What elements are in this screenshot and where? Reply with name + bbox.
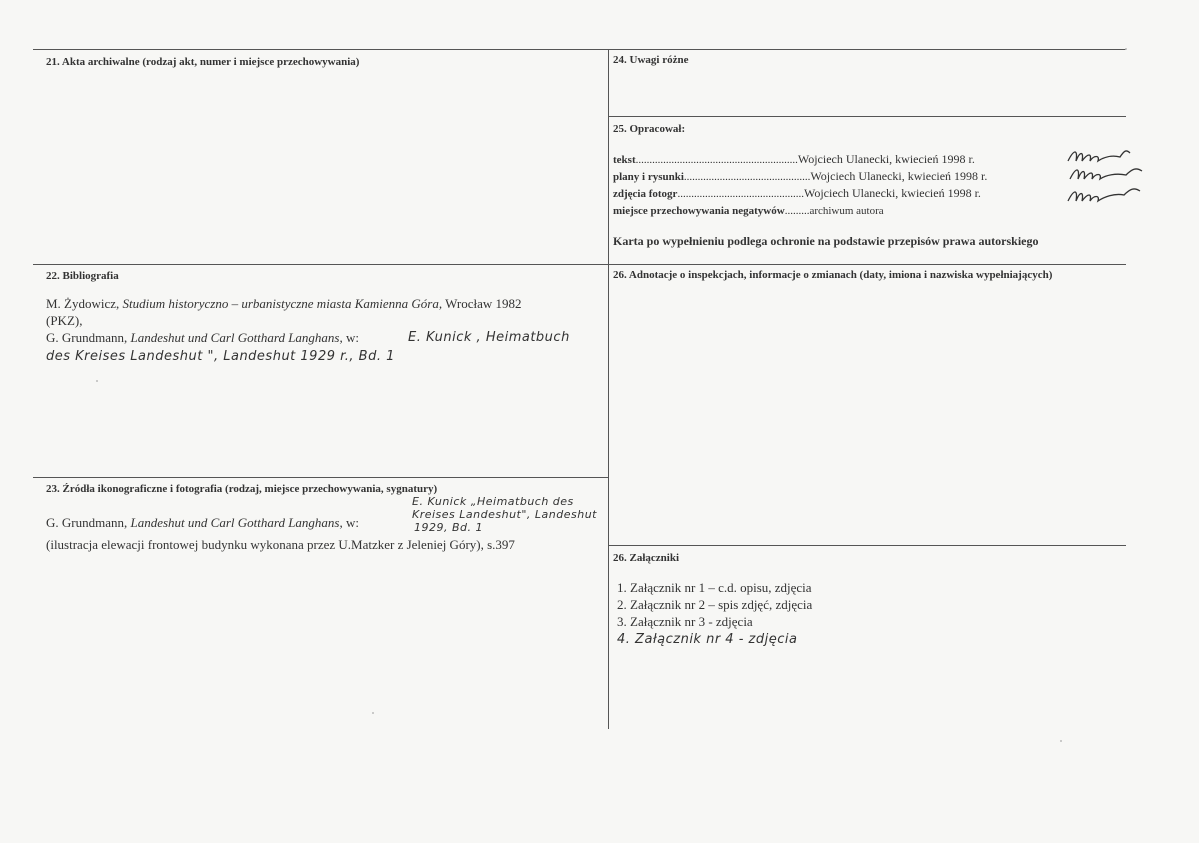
paper-speck — [1125, 48, 1127, 50]
rule-25-26 — [608, 264, 1126, 265]
author-row-negatives: miejsce przechowywania negatywów.........archiwum autora — [613, 205, 884, 217]
author-row-plans: plany i rysunki..............................................Wojciech Ulanecki, kwiecień 1998 r. — [613, 169, 988, 183]
paper-speck — [372, 712, 374, 714]
paper-speck — [1060, 740, 1062, 742]
section-26-annotations-title: 26. Adnotacje o inspekcjach, informacje o zmianach (daty, imiona i nazwiska wypełniających) — [613, 269, 1053, 281]
signature-2 — [1066, 163, 1146, 185]
section-23-title: 23. Źródła ikonograficzne i fotografia (rodzaj, miejsce przechowywania, sygnatury) — [46, 483, 438, 495]
iconography-handwritten-1: E. Kunick „Heimatbuch des — [412, 495, 574, 508]
iconography-handwritten-3: 1929, Bd. 1 — [414, 521, 484, 534]
bibliography-ref-2: G. Grundmann, Landeshut und Carl Gotthard Langhans, w: — [46, 330, 359, 345]
section-25-title: 25. Opracował: — [613, 123, 686, 135]
bibliography-ref-1: M. Żydowicz, Studium historyczno – urbanistyczne miasta Kamienna Góra, Wrocław 1982 — [46, 296, 522, 311]
bibliography-handwritten-2: des Kreises Landeshut ", Landeshut 1929 r., Bd. 1 — [46, 349, 395, 364]
section-22-title: 22. Bibliografia — [46, 270, 119, 282]
center-divider — [608, 49, 609, 729]
attachment-item-2: 2. Załącznik nr 2 – spis zdjęć, zdjęcia — [617, 597, 813, 612]
rule-21-22 — [33, 264, 608, 265]
bibliography-handwritten-1: E. Kunick , Heimatbuch — [408, 330, 570, 345]
author-row-photos: zdjęcia fotogr..............................................Wojciech Ulanecki, kwiecień 1998 r. — [613, 186, 981, 200]
attachment-item-1: 1. Załącznik nr 1 – c.d. opisu, zdjęcia — [617, 580, 812, 595]
signature-3 — [1064, 183, 1144, 207]
attachment-item-4-handwritten: 4. Załącznik nr 4 - zdjęcia — [617, 632, 798, 647]
section-26-attachments-title: 26. Załączniki — [613, 552, 680, 564]
section-24-title: 24. Uwagi różne — [613, 54, 689, 66]
iconography-ref-line-2: (ilustracja elewacji frontowej budynku wykonana przez U.Matzker z Jeleniej Góry), s.397 — [46, 537, 515, 552]
copyright-notice: Karta po wypełnieniu podlega ochronie na podstawie przepisów prawa autorskiego — [613, 234, 1039, 248]
iconography-handwritten-2: Kreises Landeshut", Landeshut — [412, 508, 597, 521]
top-rule — [33, 49, 1126, 50]
attachment-item-3: 3. Załącznik nr 3 - zdjęcia — [617, 614, 753, 629]
author-row-text: tekst...........................................................Wojciech Ulanecki, kwiecień 1998 r. — [613, 152, 975, 166]
iconography-ref: G. Grundmann, Landeshut und Carl Gotthard Langhans, w: — [46, 515, 359, 530]
rule-26-attachments — [608, 545, 1126, 546]
bibliography-ref-1-extra: (PKZ), — [46, 313, 83, 328]
section-21-title: 21. Akta archiwalne (rodzaj akt, numer i miejsce przechowywania) — [46, 56, 360, 68]
rule-24-25 — [608, 116, 1126, 117]
paper-speck — [96, 380, 98, 382]
rule-22-23 — [33, 477, 608, 478]
